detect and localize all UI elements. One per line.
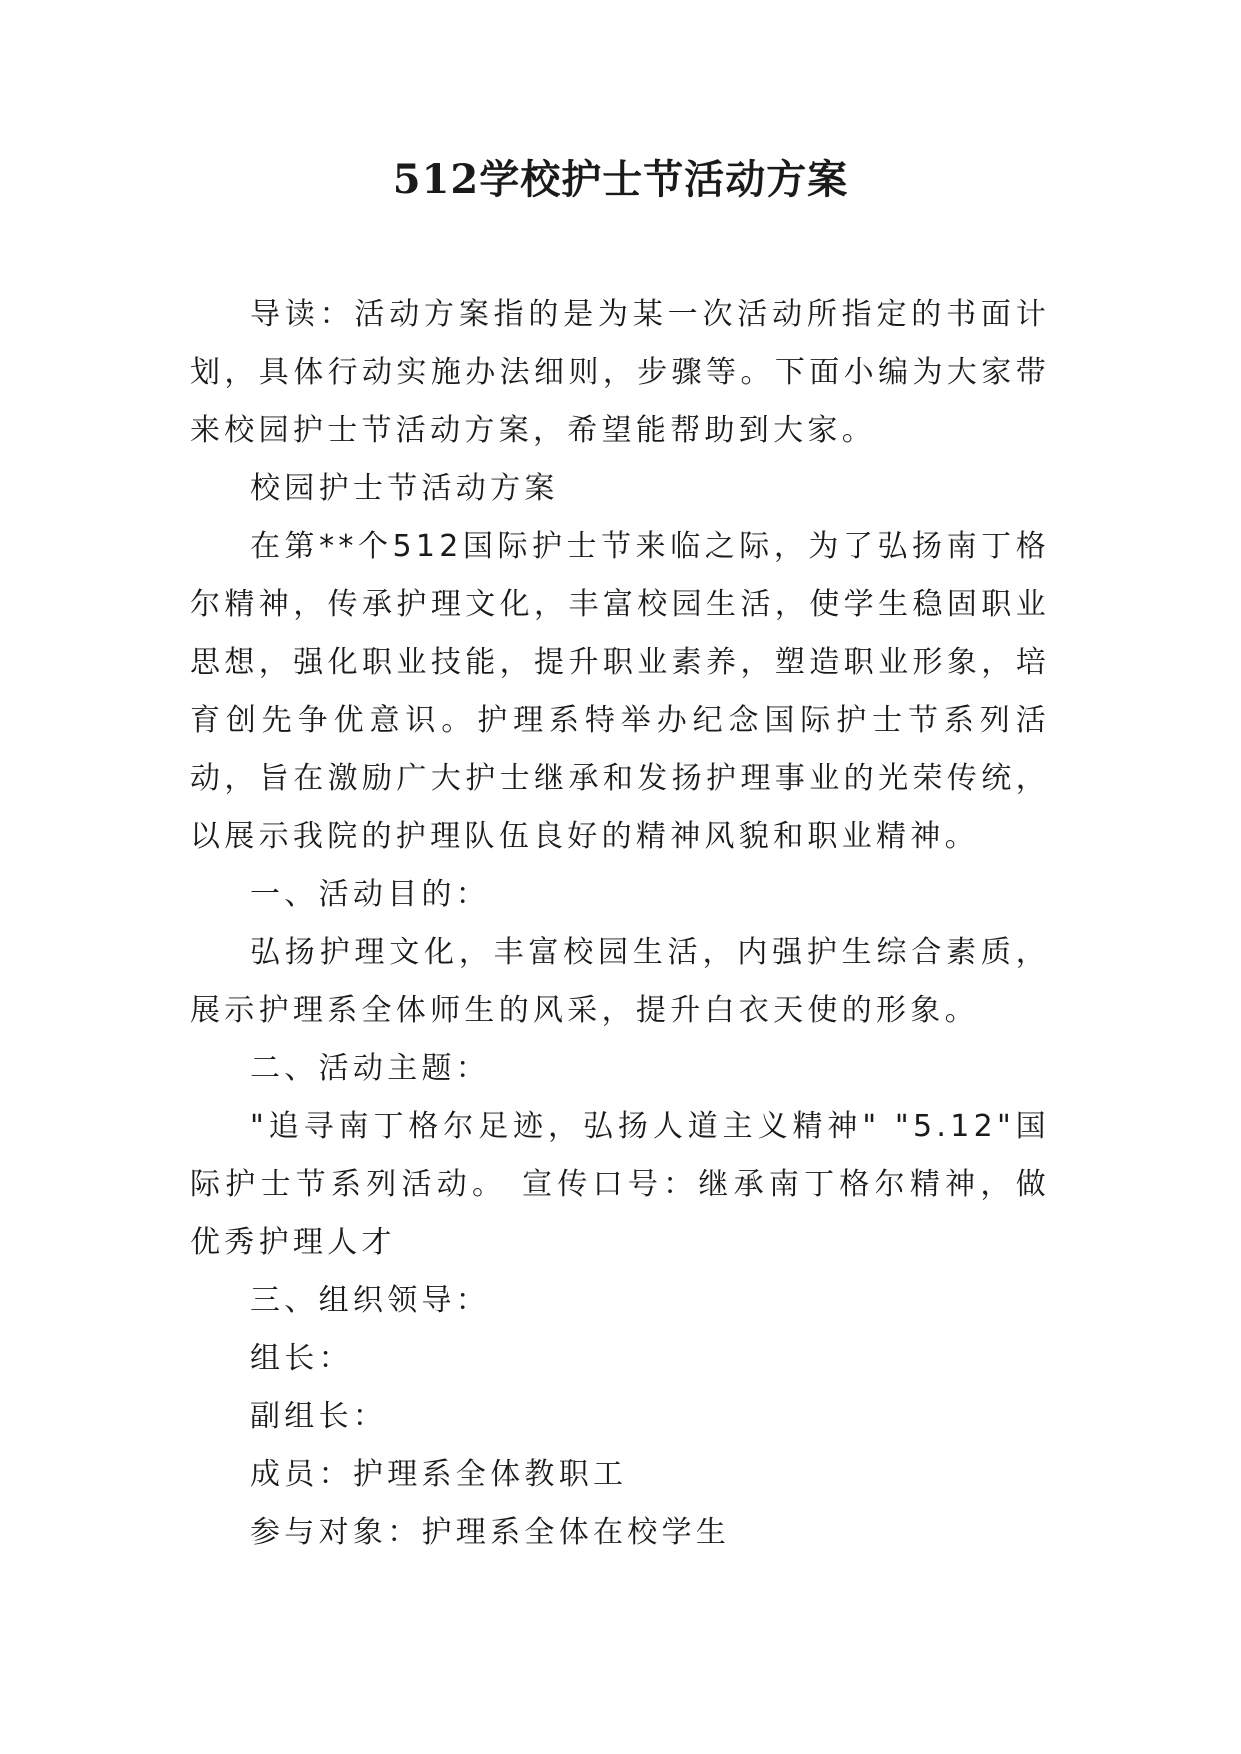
section-heading-plan: 校园护士节活动方案 — [250, 471, 559, 506]
participants-line: 参与对象：护理系全体在校学生 — [250, 1515, 731, 1550]
purpose-paragraph: 弘扬护理文化，丰富校园生活，内强护生综合素质，展示护理系全体师生的风采，提升白衣天使的形象。 — [190, 935, 1050, 1028]
members-line: 成员：护理系全体教职工 — [250, 1457, 628, 1492]
document-body — [190, 286, 1050, 1562]
theme-paragraph: "追寻南丁格尔足迹，弘扬人道主义精神" "5.12"国际护士节系列活动。 宣传口号：继承南丁格尔精神，做优秀护理人才 — [190, 1109, 1050, 1260]
intro-paragraph: 导读：活动方案指的是为某一次活动所指定的书面计划，具体行动实施办法细则，步骤等。下面小编为大家带来校园护士节活动方案，希望能帮助到大家。 — [190, 297, 1050, 448]
section-heading-leadership: 三、组织领导： — [250, 1283, 491, 1318]
section-heading-purpose: 一、活动目的： — [250, 877, 491, 912]
leader-line: 组长： — [250, 1341, 353, 1376]
section-heading-theme: 二、活动主题： — [250, 1051, 491, 1086]
background-paragraph: 在第**个512国际护士节来临之际，为了弘扬南丁格尔精神，传承护理文化，丰富校园生活，使学生稳固职业思想，强化职业技能，提升职业素养，塑造职业形象，培育创先争优意识。护理系特举办纪念国际护士节系列活动，旨在激励广大护士继承和发扬护理事业的光荣传统，以展示我院的护理队伍良好的精神风貌和职业精神。 — [190, 529, 1050, 854]
deputy-leader-line: 副组长： — [250, 1399, 388, 1434]
document-title: 512学校护士节活动方案 — [392, 156, 849, 203]
